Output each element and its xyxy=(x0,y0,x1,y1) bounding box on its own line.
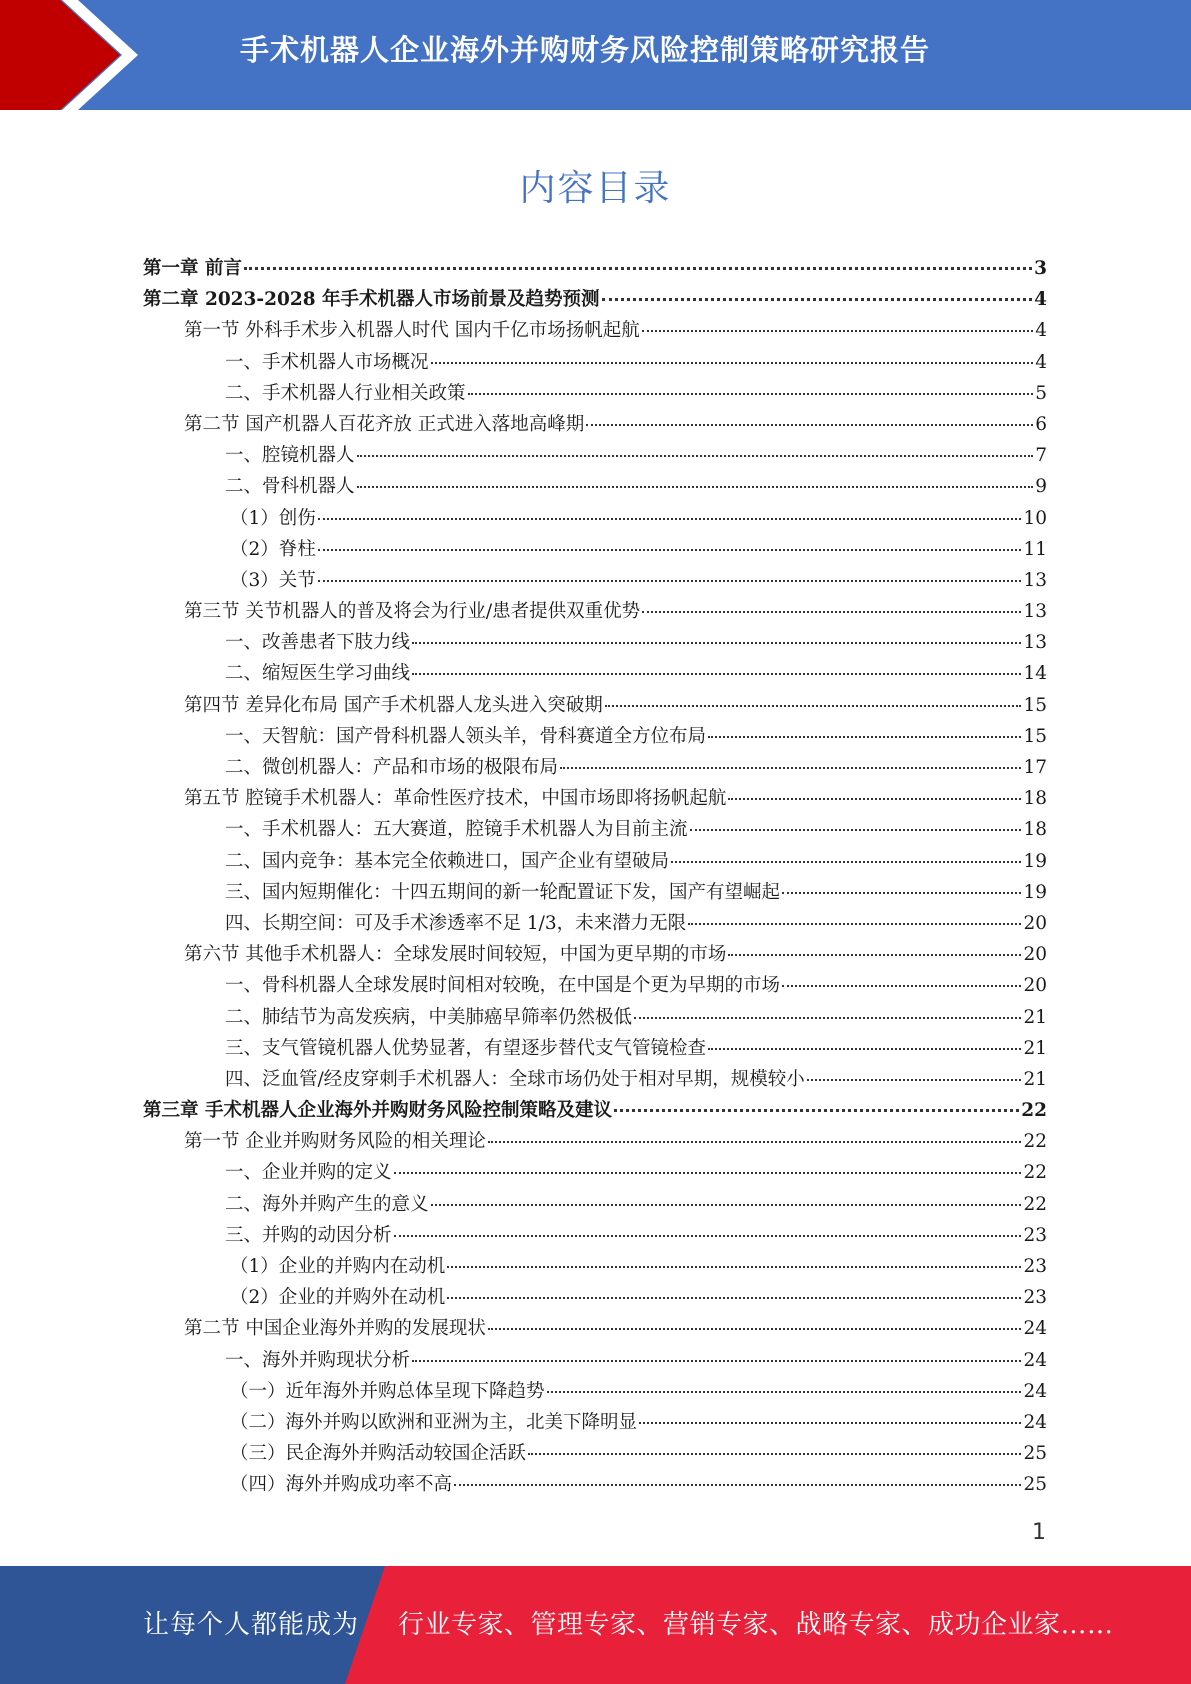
toc-entry-title: （1）创伤 xyxy=(230,507,316,529)
toc-entry[interactable] xyxy=(143,1377,1047,1408)
toc-entry-title: （一）近年海外并购总体呈现下降趋势 xyxy=(230,1380,545,1402)
toc-leader-dots xyxy=(357,454,1034,457)
toc-leader-dots xyxy=(318,548,1022,551)
toc-entry-page: 18 xyxy=(1023,788,1047,810)
toc-leader-dots xyxy=(357,485,1034,488)
toc-entry[interactable] xyxy=(143,1314,1047,1345)
toc-entry-page: 19 xyxy=(1023,850,1047,872)
toc-entry-title: 三、并购的动因分析 xyxy=(225,1224,392,1246)
toc-entry-page: 23 xyxy=(1023,1224,1047,1246)
toc-entry-title: 第二节 中国企业海外并购的发展现状 xyxy=(184,1318,486,1340)
toc-leader-dots xyxy=(528,1452,1021,1455)
toc-leader-dots xyxy=(614,1108,1019,1112)
toc-entry[interactable] xyxy=(143,472,1047,503)
toc-entry-title: 二、手术机器人行业相关政策 xyxy=(225,382,466,404)
toc-entry-title: 一、天智航：国产骨科机器人领头羊，骨科赛道全方位布局 xyxy=(225,725,707,747)
toc-entry[interactable] xyxy=(143,722,1047,753)
toc-entry-page: 15 xyxy=(1023,725,1047,747)
table-of-contents xyxy=(143,254,1047,1502)
toc-leader-dots xyxy=(412,641,1021,644)
toc-entry[interactable] xyxy=(143,753,1047,784)
footer-slogan-left: 让每个人都能成为 xyxy=(143,1610,360,1640)
toc-leader-dots xyxy=(318,579,1022,582)
toc-heading: 内容目录 xyxy=(519,168,672,209)
toc-entry[interactable] xyxy=(143,878,1047,909)
toc-entry-page: 4 xyxy=(1034,289,1047,311)
toc-leader-dots xyxy=(431,1203,1022,1206)
toc-entry-page: 17 xyxy=(1023,757,1047,778)
toc-leader-dots xyxy=(688,922,1021,925)
toc-leader-dots xyxy=(605,704,1022,707)
toc-entry-page: 3 xyxy=(1034,258,1047,279)
footer-banner xyxy=(0,1566,1191,1684)
toc-entry[interactable] xyxy=(143,1439,1047,1470)
toc-leader-dots xyxy=(690,828,1022,831)
toc-entry[interactable] xyxy=(143,909,1047,940)
toc-entry-title: 一、改善患者下肢力线 xyxy=(225,632,411,654)
toc-entry[interactable] xyxy=(143,1190,1047,1221)
toc-entry[interactable] xyxy=(143,441,1047,472)
toc-entry-page: 22 xyxy=(1021,1100,1047,1122)
toc-entry-page: 20 xyxy=(1023,944,1047,966)
toc-entry-title: 第四节 差异化布局 国产手术机器人龙头进入突破期 xyxy=(184,694,603,716)
toc-entry[interactable] xyxy=(143,1470,1047,1501)
toc-entry-page: 4 xyxy=(1035,351,1047,373)
toc-entry[interactable] xyxy=(143,940,1047,971)
toc-entry-page: 24 xyxy=(1023,1411,1047,1433)
toc-leader-dots xyxy=(671,860,1021,863)
toc-entry[interactable] xyxy=(143,847,1047,878)
toc-entry-title: （2）脊柱 xyxy=(230,538,316,560)
toc-entry-title: 三、国内短期催化：十四五期间的新一轮配置证下发，国产有望崛起 xyxy=(225,881,781,903)
toc-leader-dots xyxy=(394,1171,1022,1174)
toc-entry-title: 第一章 前言 xyxy=(143,258,242,279)
toc-entry[interactable] xyxy=(143,348,1047,379)
toc-entry[interactable] xyxy=(143,1158,1047,1189)
toc-leader-dots xyxy=(782,891,1021,894)
toc-entry-page: 24 xyxy=(1023,1380,1047,1402)
toc-leader-dots xyxy=(807,1078,1022,1081)
toc-entry[interactable] xyxy=(143,535,1047,566)
report-title: 手术机器人企业海外并购财务风险控制策略研究报告 xyxy=(240,33,931,67)
toc-entry-title: 二、缩短医生学习曲线 xyxy=(225,663,411,685)
toc-entry-page: 24 xyxy=(1023,1349,1047,1371)
toc-entry-page: 25 xyxy=(1023,1443,1047,1465)
toc-entry-page: 23 xyxy=(1023,1287,1047,1309)
toc-entry-page: 19 xyxy=(1023,881,1047,903)
toc-entry-page: 13 xyxy=(1023,569,1047,591)
toc-entry-title: （二）海外并购以欧洲和亚洲为主，北美下降明显 xyxy=(230,1411,638,1433)
footer-slogan-right: 行业专家、管理专家、营销专家、战略专家、成功企业家…… xyxy=(398,1610,1114,1640)
toc-leader-dots xyxy=(642,329,1033,332)
toc-entry[interactable] xyxy=(143,815,1047,846)
toc-entry-page: 21 xyxy=(1023,1068,1047,1090)
header-banner xyxy=(0,0,1191,110)
toc-leader-dots xyxy=(639,1421,1021,1424)
toc-leader-dots xyxy=(782,984,1021,987)
toc-entry[interactable] xyxy=(143,1252,1047,1283)
toc-entry-page: 22 xyxy=(1023,1162,1047,1184)
toc-entry-page: 21 xyxy=(1023,1037,1047,1059)
toc-entry-title: 一、海外并购现状分析 xyxy=(225,1349,411,1371)
toc-entry-page: 21 xyxy=(1023,1006,1047,1028)
toc-entry[interactable] xyxy=(143,659,1047,690)
toc-entry-title: 三、支气管镜机器人优势显著，有望逐步替代支气管镜检查 xyxy=(225,1037,707,1059)
toc-entry-page: 10 xyxy=(1023,507,1047,529)
toc-entry[interactable] xyxy=(143,504,1047,535)
toc-entry-page: 20 xyxy=(1023,912,1047,934)
toc-leader-dots xyxy=(468,392,1034,395)
toc-entry-title: 一、腔镜机器人 xyxy=(225,445,355,467)
toc-leader-dots xyxy=(728,797,1021,800)
toc-entry[interactable] xyxy=(143,254,1047,285)
toc-entry-title: 一、手术机器人市场概况 xyxy=(225,351,429,373)
toc-entry[interactable] xyxy=(143,597,1047,628)
toc-entry-page: 5 xyxy=(1035,382,1047,404)
toc-leader-dots xyxy=(447,1265,1021,1268)
toc-leader-dots xyxy=(447,1296,1021,1299)
toc-entry-page: 4 xyxy=(1035,320,1047,342)
toc-entry[interactable] xyxy=(143,1003,1047,1034)
toc-leader-dots xyxy=(560,766,1021,769)
page-number: 1 xyxy=(1032,1520,1046,1545)
toc-entry[interactable] xyxy=(143,1065,1047,1096)
toc-entry-title: 第六节 其他手术机器人：全球发展时间较短，中国为更早期的市场 xyxy=(184,944,727,966)
toc-entry[interactable] xyxy=(143,1034,1047,1065)
toc-entry[interactable] xyxy=(143,316,1047,347)
toc-leader-dots xyxy=(394,1234,1022,1237)
toc-leader-dots xyxy=(708,735,1021,738)
toc-entry-title: 二、骨科机器人 xyxy=(225,476,355,498)
toc-entry-title: 第二节 国产机器人百花齐放 正式进入落地高峰期 xyxy=(184,413,585,435)
toc-entry-page: 20 xyxy=(1023,975,1047,997)
toc-entry-title: （四）海外并购成功率不高 xyxy=(230,1474,453,1496)
toc-entry-title: 二、海外并购产生的意义 xyxy=(225,1193,429,1215)
toc-entry-page: 23 xyxy=(1023,1256,1047,1277)
toc-entry-title: 四、长期空间：可及手术渗透率不足 1/3，未来潜力无限 xyxy=(225,912,687,934)
toc-leader-dots xyxy=(708,1047,1021,1050)
toc-entry-page: 13 xyxy=(1023,601,1047,623)
toc-entry-title: 第一节 企业并购财务风险的相关理论 xyxy=(184,1131,486,1153)
toc-entry-page: 24 xyxy=(1023,1318,1047,1340)
toc-entry[interactable] xyxy=(143,628,1047,659)
toc-entry-page: 6 xyxy=(1035,413,1047,435)
toc-entry[interactable] xyxy=(143,971,1047,1002)
toc-entry-title: （3）关节 xyxy=(230,569,316,591)
toc-entry-page: 22 xyxy=(1023,1193,1047,1215)
toc-entry-title: 一、企业并购的定义 xyxy=(225,1162,392,1184)
header-chevron-decoration xyxy=(0,0,150,110)
toc-leader-dots xyxy=(454,1483,1021,1486)
toc-entry-page: 15 xyxy=(1023,694,1047,716)
toc-entry[interactable] xyxy=(143,1283,1047,1314)
toc-entry-title: （2）企业的并购外在动机 xyxy=(230,1287,446,1309)
toc-leader-dots xyxy=(488,1140,1022,1143)
toc-entry-title: 一、骨科机器人全球发展时间相对较晚，在中国是个更为早期的市场 xyxy=(225,975,781,997)
toc-entry-page: 14 xyxy=(1023,663,1047,685)
toc-entry-title: 一、手术机器人：五大赛道，腔镜手术机器人为目前主流 xyxy=(225,819,688,841)
toc-entry[interactable] xyxy=(143,1096,1047,1127)
toc-entry-page: 22 xyxy=(1023,1131,1047,1153)
toc-leader-dots xyxy=(244,266,1032,270)
toc-entry-title: 四、泛血管/经皮穿刺手术机器人：全球市场仍处于相对早期，规模较小 xyxy=(225,1068,805,1090)
toc-leader-dots xyxy=(488,1327,1022,1330)
toc-entry[interactable] xyxy=(143,566,1047,597)
toc-entry-page: 9 xyxy=(1035,476,1047,498)
toc-entry-title: 二、微创机器人：产品和市场的极限布局 xyxy=(225,757,559,778)
toc-entry[interactable] xyxy=(143,1127,1047,1158)
toc-leader-dots xyxy=(728,953,1021,956)
toc-entry-page: 11 xyxy=(1023,538,1047,560)
toc-entry-title: （1）企业的并购内在动机 xyxy=(230,1256,446,1277)
toc-entry[interactable] xyxy=(143,379,1047,410)
toc-leader-dots xyxy=(586,423,1033,426)
toc-leader-dots xyxy=(431,361,1034,364)
toc-entry-title: 第五节 腔镜手术机器人：革命性医疗技术，中国市场即将扬帆起航 xyxy=(184,788,727,810)
toc-entry[interactable] xyxy=(143,1346,1047,1377)
toc-entry-page: 18 xyxy=(1023,819,1047,841)
toc-entry[interactable] xyxy=(143,410,1047,441)
toc-leader-dots xyxy=(412,672,1021,675)
toc-leader-dots xyxy=(318,517,1022,520)
toc-leader-dots xyxy=(642,610,1021,613)
toc-entry[interactable] xyxy=(143,691,1047,722)
toc-entry-title: 第三节 关节机器人的普及将会为行业/患者提供双重优势 xyxy=(184,601,641,623)
toc-leader-dots xyxy=(412,1359,1021,1362)
toc-leader-dots xyxy=(602,297,1033,301)
toc-entry-title: 第一节 外科手术步入机器人时代 国内千亿市场扬帆起航 xyxy=(184,320,640,342)
toc-entry-title: 第二章 2023-2028 年手术机器人市场前景及趋势预测 xyxy=(143,289,600,311)
toc-entry-title: （三）民企海外并购活动较国企活跃 xyxy=(230,1443,527,1465)
toc-leader-dots xyxy=(547,1390,1022,1393)
toc-entry-title: 二、国内竞争：基本完全依赖进口，国产企业有望破局 xyxy=(225,850,670,872)
toc-entry[interactable] xyxy=(143,784,1047,815)
toc-entry-page: 25 xyxy=(1023,1474,1047,1496)
toc-leader-dots xyxy=(634,1016,1021,1019)
toc-entry[interactable] xyxy=(143,285,1047,316)
toc-entry-page: 7 xyxy=(1035,445,1047,467)
toc-entry-title: 第三章 手术机器人企业海外并购财务风险控制策略及建议 xyxy=(143,1100,612,1122)
toc-entry[interactable] xyxy=(143,1221,1047,1252)
toc-entry-page: 13 xyxy=(1023,632,1047,654)
toc-entry[interactable] xyxy=(143,1408,1047,1439)
toc-entry-title: 二、肺结节为高发疾病，中美肺癌早筛率仍然极低 xyxy=(225,1006,633,1028)
